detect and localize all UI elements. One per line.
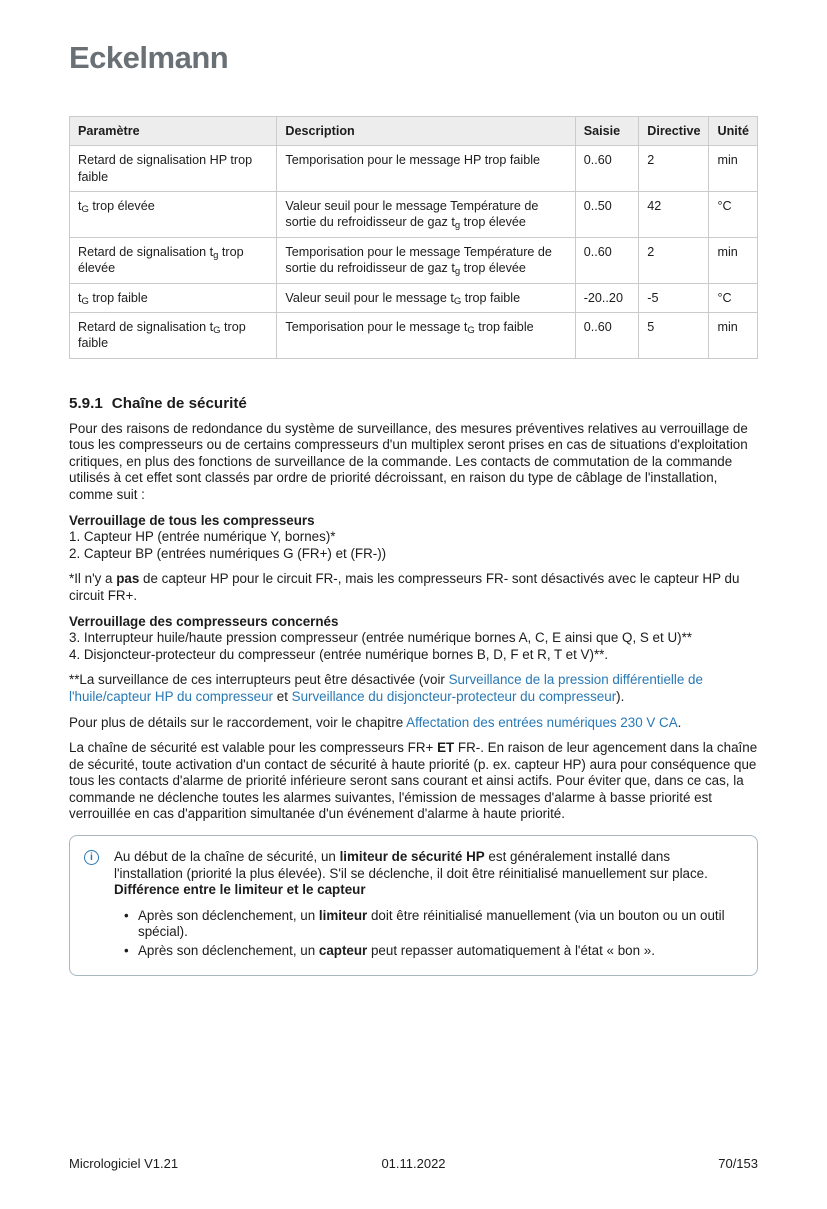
cell-parametre: Retard de signalisation $t_g$ trop élevée xyxy=(70,237,277,283)
bullet-item xyxy=(114,908,741,941)
bullet-text: Après son déclenchement, un capteur peut repasser automatiquement à l'état « bon ». xyxy=(138,943,655,959)
subheading-verrouillage-concernes: Verrouillage des compresseurs concernés xyxy=(69,613,339,629)
table-row xyxy=(70,192,758,238)
cross-reference-link[interactable]: Surveillance de la pression différentielle de l'huile/capteur HP du compresseur xyxy=(69,672,703,704)
cell-directive: 42 xyxy=(639,192,709,238)
cell-saisie: 0..60 xyxy=(575,312,639,358)
bullet-text: Après son déclenchement, un limiteur doit être réinitialisé manuellement (via un bouton ou un outil spécial). xyxy=(138,907,725,940)
table-row xyxy=(70,283,758,312)
cell-saisie: 0..60 xyxy=(575,237,639,283)
cell-description: Valeur seuil pour le message Température de sortie du refroidisseur de gaz $t_g$ trop élevée xyxy=(277,192,575,238)
info-icon-column xyxy=(84,849,114,865)
bullet-icon: • xyxy=(124,907,129,923)
eckelmann-logo: Eckelmann xyxy=(69,40,229,75)
cell-description: Temporisation pour le message Température de sortie du refroidisseur de gaz $t_g$ trop élevée xyxy=(277,237,575,283)
list-item: 4. Disjoncteur-protecteur du compresseur (entrée numérique bornes B, D, F et R, T et V)**. xyxy=(69,646,609,662)
column-header-saisie: Saisie xyxy=(575,117,639,146)
parameters-table xyxy=(69,116,758,359)
section-heading xyxy=(69,395,758,412)
cell-unite: °C xyxy=(709,192,758,238)
cell-saisie: 0..50 xyxy=(575,192,639,238)
info-paragraph: Au début de la chaîne de sécurité, un limiteur de sécurité HP est généralement installé dans l'installation (priorité la plus élevée). S'il se déclenche, il doit être réinitialisé manuellement sur place. xyxy=(114,849,708,881)
cell-directive: 5 xyxy=(639,312,709,358)
list-item: 2. Capteur BP (entrées numériques G (FR+) et (FR-)) xyxy=(69,545,387,561)
list-item: 1. Capteur HP (entrée numérique Y, bornes)* xyxy=(69,529,336,545)
cell-description: Temporisation pour le message HP trop faible xyxy=(277,146,575,192)
info-subheading: Différence entre le limiteur et le capteur xyxy=(114,882,366,898)
cell-parametre: $t_G$ trop faible xyxy=(70,283,277,312)
info-note-box xyxy=(69,835,758,976)
info-bullet-list xyxy=(114,908,741,960)
cell-unite: min xyxy=(709,312,758,358)
cell-unite: min xyxy=(709,237,758,283)
paragraph: Pour des raisons de redondance du système de surveillance, des mesures préventives relatives au verrouillage de tous les compresseurs ou de certains compresseurs d'un multiplex seront prises en cas de situations d'exploitation critiques, en plus des fonctions de surveillance de la commande. Les contacts de commutation de la commande utilisés à cet effet sont classés par ordre de priorité décroissant, en raison du type de câblage de l'installation, comme suit : xyxy=(69,420,748,502)
cell-unite: °C xyxy=(709,283,758,312)
table-header-row xyxy=(70,117,758,146)
cell-parametre: Retard de signalisation HP trop faible xyxy=(70,146,277,192)
column-header-description: Description xyxy=(277,117,575,146)
paragraph: **La surveillance de ces interrupteurs peut être désactivée (voir Surveillance de la pression différentielle de l'huile/capteur HP du compresseur et Surveillance du disjoncteur-protecteur du compresseur). xyxy=(69,672,703,704)
table-row xyxy=(70,237,758,283)
cell-description: Valeur seuil pour le message $t_G$ trop faible xyxy=(277,283,575,312)
footer-version: Micrologiciel V1.21 xyxy=(69,1156,179,1171)
cell-saisie: -20..20 xyxy=(575,283,639,312)
cross-reference-link[interactable]: Affectation des entrées numériques 230 V CA xyxy=(406,714,678,730)
footer-page-number: 70/153 xyxy=(718,1156,758,1171)
cell-unite: min xyxy=(709,146,758,192)
table-row xyxy=(70,312,758,358)
cross-reference-link[interactable]: Surveillance du disjoncteur-protecteur du compresseur xyxy=(291,688,617,704)
paragraph: *Il n'y a pas de capteur HP pour le circuit FR-, mais les compresseurs FR- sont désactivés avec le capteur HP du circuit FR+. xyxy=(69,571,740,603)
cell-description: Temporisation pour le message $t_G$ trop faible xyxy=(277,312,575,358)
cell-directive: 2 xyxy=(639,146,709,192)
bullet-icon: • xyxy=(124,943,129,959)
document-page xyxy=(0,40,827,976)
cell-saisie: 0..60 xyxy=(575,146,639,192)
cell-parametre: Retard de signalisation $t_G$ trop faible xyxy=(70,312,277,358)
cell-directive: -5 xyxy=(639,283,709,312)
info-note-content xyxy=(114,849,741,960)
cell-directive: 2 xyxy=(639,237,709,283)
section-number: 5.9.1 xyxy=(69,394,103,412)
list-item: 3. Interrupteur huile/haute pression compresseur (entrée numérique bornes A, C, E ainsi que Q, S et U)** xyxy=(69,630,692,646)
section-title: Chaîne de sécurité xyxy=(111,394,247,412)
column-header-unite: Unité xyxy=(709,117,758,146)
column-header-parametre: Paramètre xyxy=(70,117,277,146)
subheading-verrouillage-tous: Verrouillage de tous les compresseurs xyxy=(69,512,315,528)
footer-date: 01.11.2022 xyxy=(381,1156,446,1171)
info-icon: i xyxy=(84,850,99,865)
bullet-item xyxy=(114,943,741,960)
paragraph: La chaîne de sécurité est valable pour les compresseurs FR+ ET FR-. En raison de leur agencement dans la chaîne de sécurité, toute activation d'un contact de sécurité à haute priorité (p. ex. capteur HP) aura pour conséquence que tous les contacts d'alarme de priorité inférieure seront sans courant et ainsi actifs. Pour éviter que, dans ce cas, la commande ne déclenche toutes les alarmes suivantes, l'émission de messages d'alarme à basse priorité est verrouillée en cas d'apparition simultanée d'un événement d'alarme à haute priorité. xyxy=(69,740,758,822)
table-row xyxy=(70,146,758,192)
cell-parametre: $t_G$ trop élevée xyxy=(70,192,277,238)
column-header-directive: Directive xyxy=(639,117,709,146)
section-body xyxy=(69,421,758,976)
paragraph: Pour plus de détails sur le raccordement, voir le chapitre Affectation des entrées numériques 230 V CA. xyxy=(69,714,682,730)
